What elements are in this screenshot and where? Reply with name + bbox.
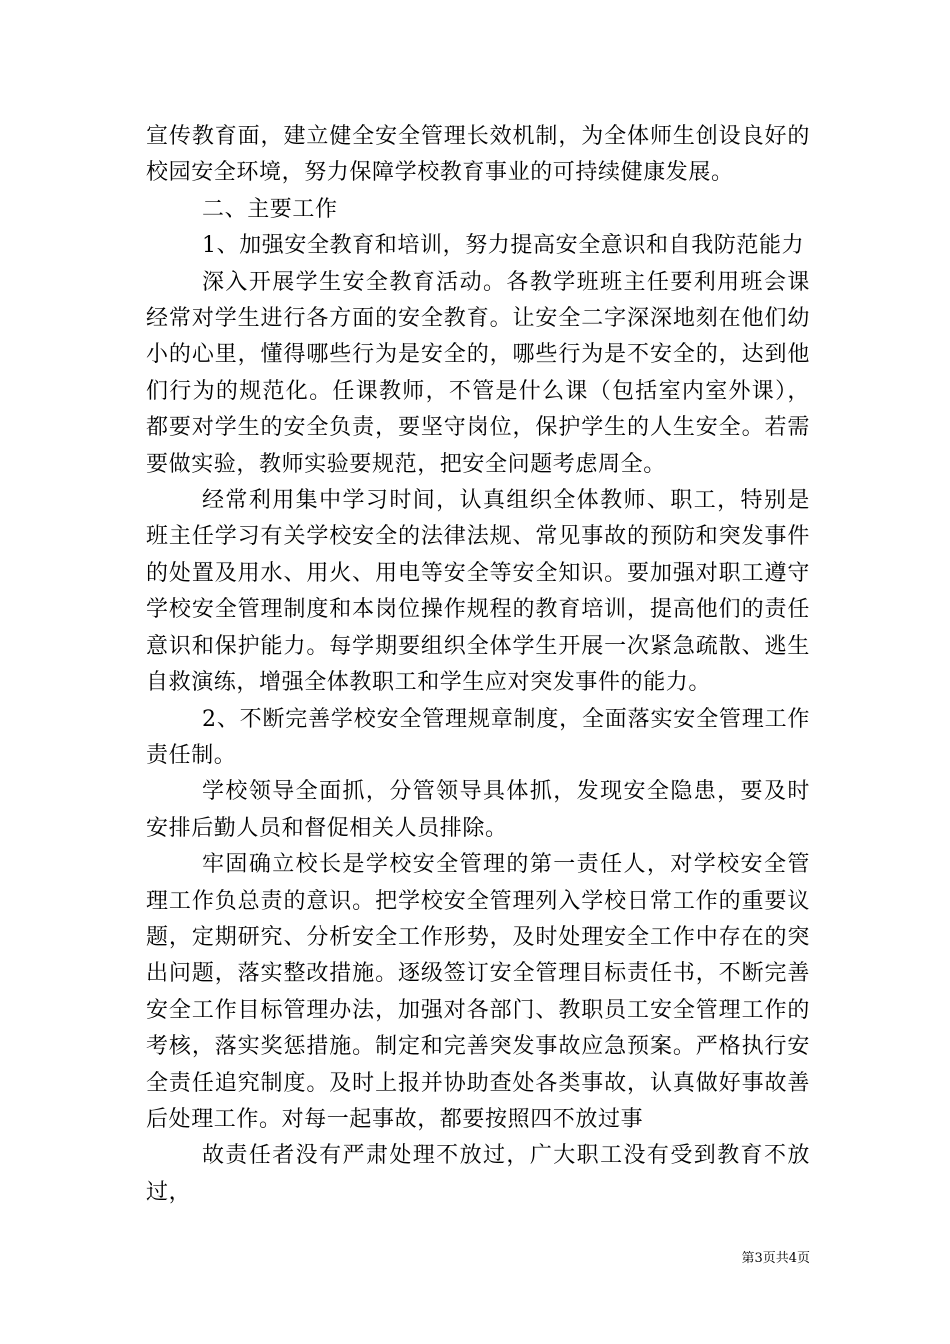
document-body	[146, 119, 810, 1211]
paragraph: 学校领导全面抓，分管领导具体抓，发现安全隐患，要及时安排后勤人员和督促相关人员排除。	[146, 779, 810, 841]
paragraph: 二、主要工作	[202, 196, 338, 222]
paragraph: 2、不断完善学校安全管理规章制度，全面落实安全管理工作责任制。	[146, 706, 810, 768]
paragraph: 故责任者没有严肃处理不放过，广大职工没有受到教育不放过，	[146, 1143, 810, 1205]
paragraph: 宣传教育面，建立健全安全管理长效机制，为全体师生创设良好的校园安全环境，努力保障学校教育事业的可持续健康发展。	[146, 124, 810, 186]
paragraph: 深入开展学生安全教育活动。各教学班班主任要利用班会课经常对学生进行各方面的安全教育。让安全二字深深地刻在他们幼小的心里，懂得哪些行为是安全的，哪些行为是不安全的，达到他们行为的规范化。任课教师，不管是什么课（包括室内室外课），都要对学生的安全负责，要坚守岗位，保护学生的人生安全。若需要做实验，教师实验要规范，把安全问题考虑周全。	[146, 269, 810, 477]
paragraph: 牢固确立校长是学校安全管理的第一责任人，对学校安全管理工作负总责的意识。把学校安全管理列入学校日常工作的重要议题，定期研究、分析安全工作形势，及时处理安全工作中存在的突出问题，落实整改措施。逐级签订安全管理目标责任书，不断完善安全工作目标管理办法，加强对各部门、教职员工安全管理工作的考核，落实奖惩措施。制定和完善突发事故应急预案。严格执行安全责任追究制度。及时上报并协助查处各类事故，认真做好事故善后处理工作。对每一起事故，都要按照四不放过事	[146, 852, 810, 1132]
paragraph: 经常利用集中学习时间，认真组织全体教师、职工，特别是班主任学习有关学校安全的法律法规、常见事故的预防和突发事件的处置及用水、用火、用电等安全等安全知识。要加强对职工遵守学校安全管理制度和本岗位操作规程的教育培训，提高他们的责任意识和保护能力。每学期要组织全体学生开展一次紧急疏散、逃生自救演练，增强全体教职工和学生应对突发事件的能力。	[146, 488, 810, 696]
page-number-footer: 第3页共4页	[741, 1251, 810, 1266]
paragraph: 1、加强安全教育和培训，努力提高安全意识和自我防范能力	[202, 233, 805, 259]
